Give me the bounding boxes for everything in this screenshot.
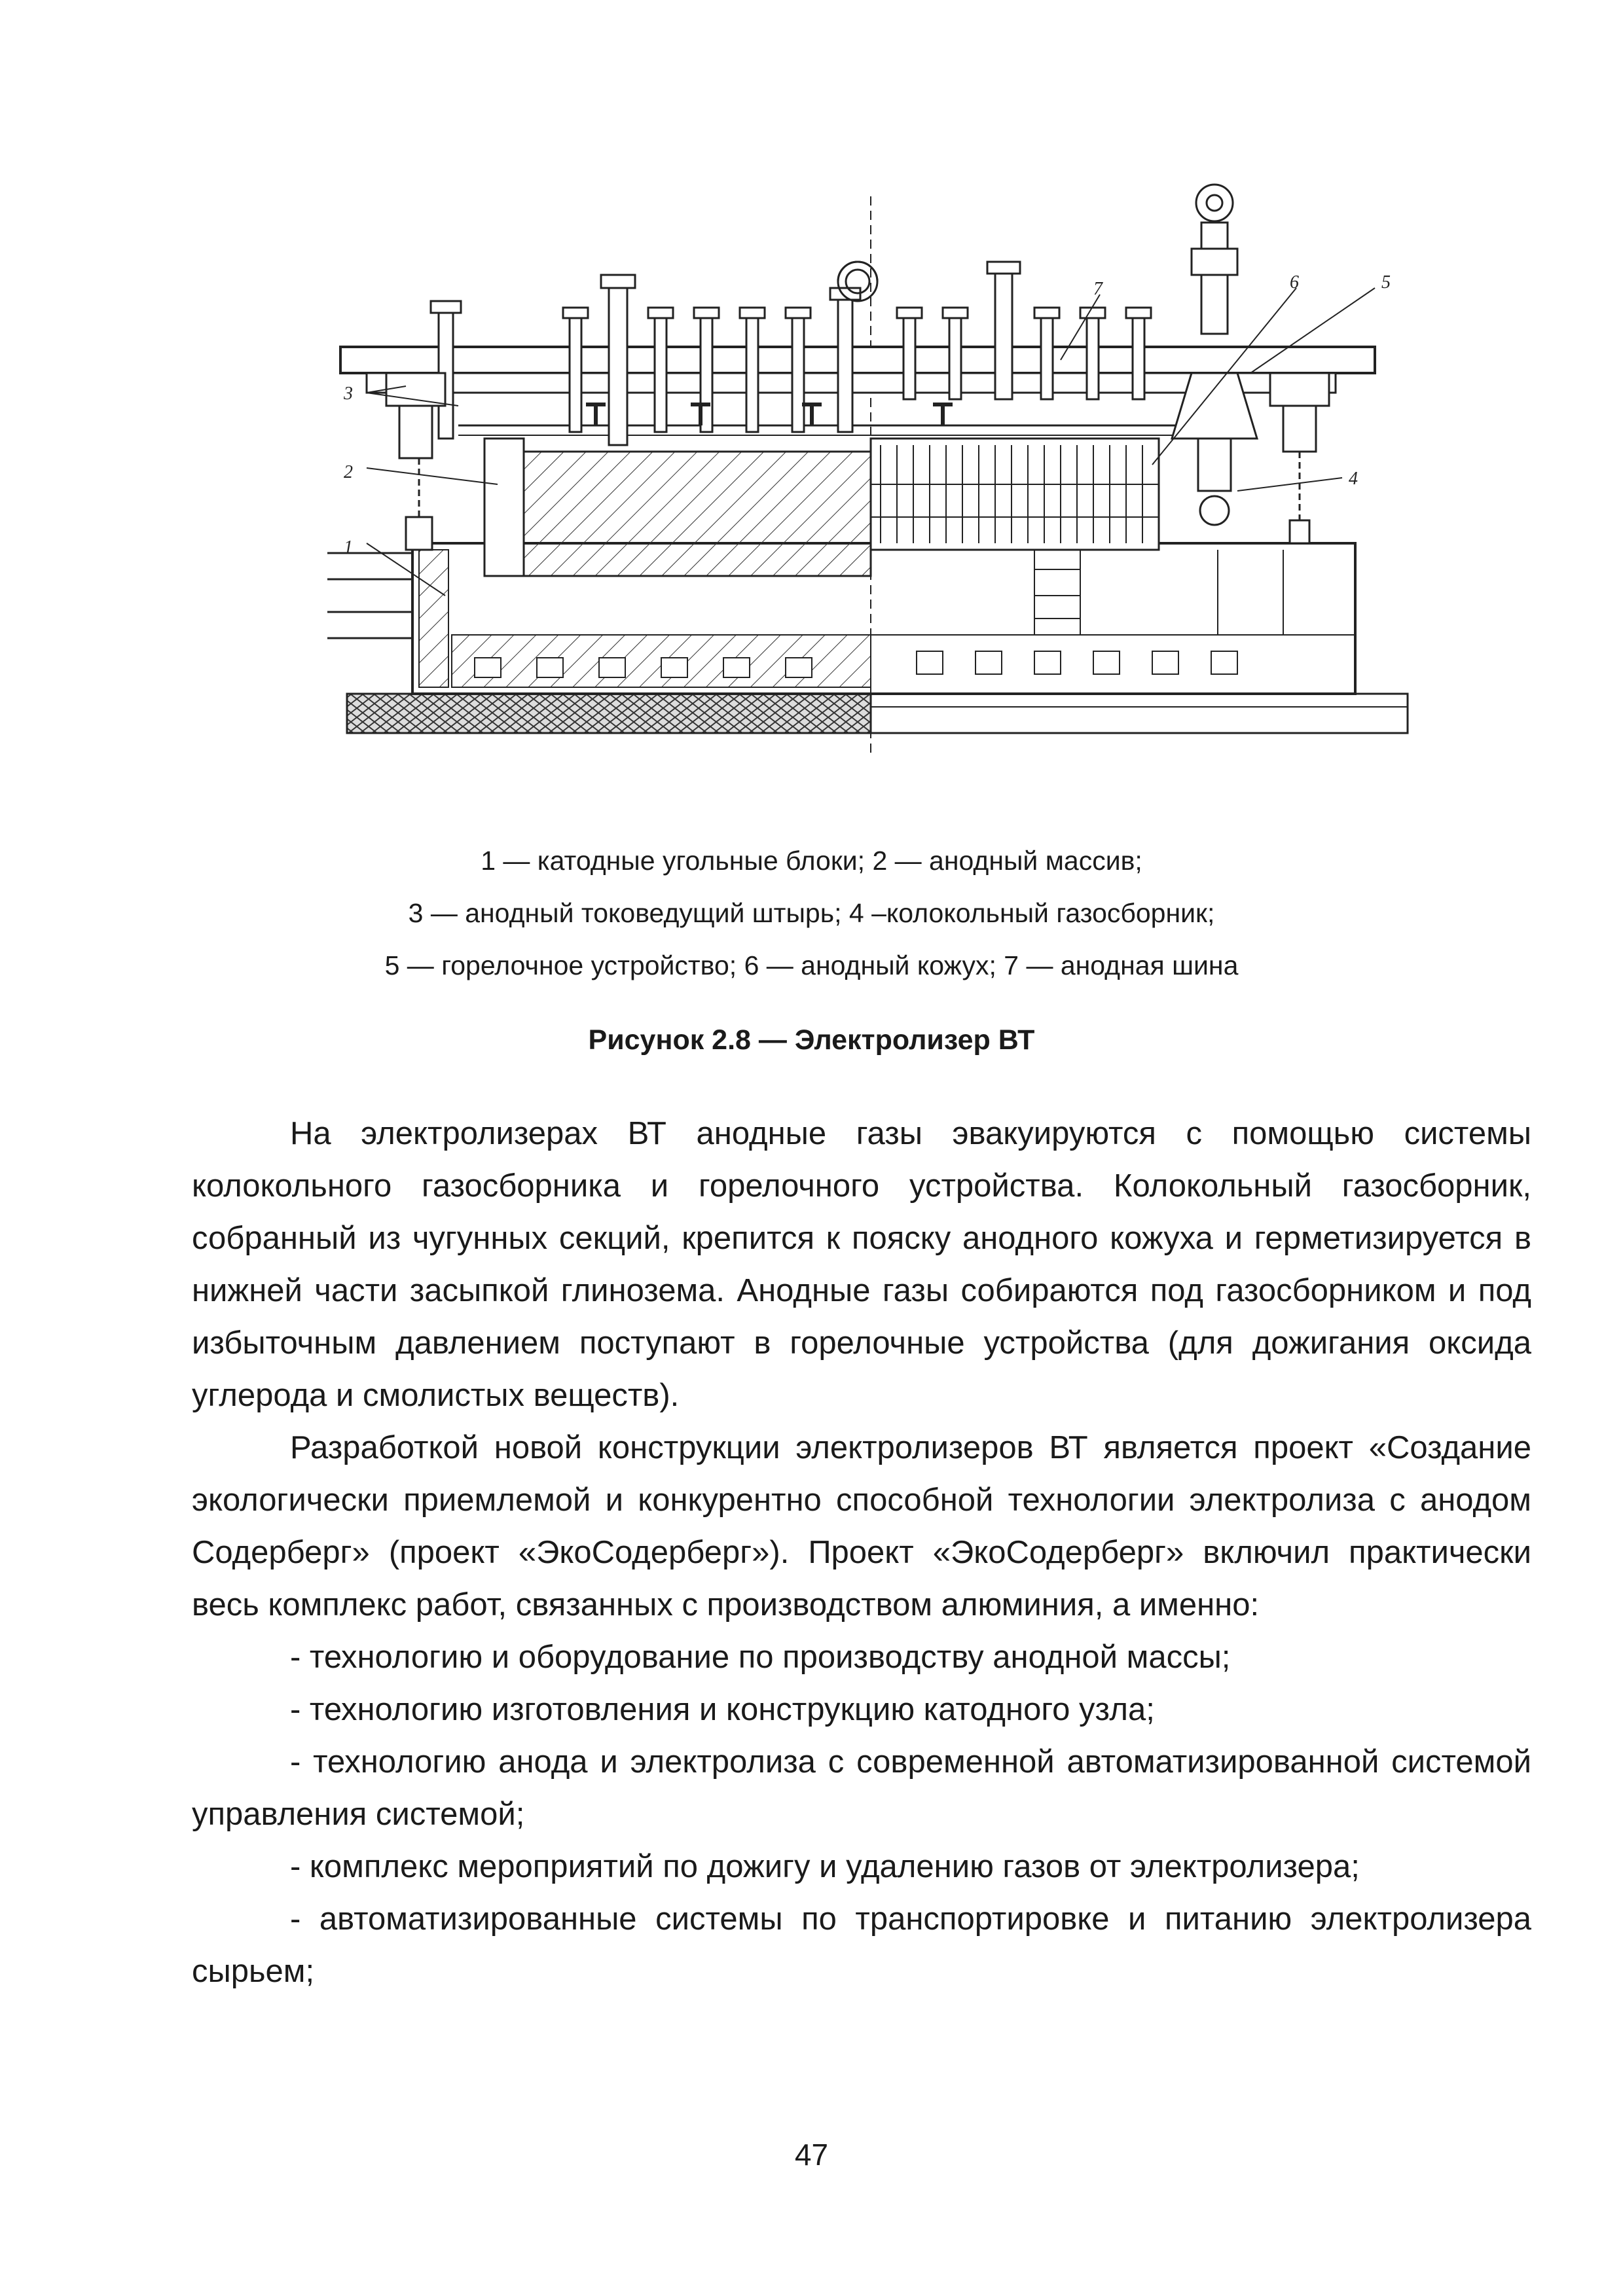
figure-legend-line-2: 3 — анодный токоведущий штырь; 4 –колокольный газосборник; [408,898,1215,928]
electrolyzer-drawing [327,177,1427,766]
callout-6: 6 [1290,272,1299,293]
page-number: 47 [794,2138,829,2172]
callout-4: 4 [1349,469,1358,489]
list-item-5: - автоматизированные системы по транспортировке и питанию электролизера сырьем; [192,1901,1531,1989]
figure-caption: Рисунок 2.8 — Электролизер ВТ [588,1024,1035,1056]
callout-1: 1 [344,537,353,558]
list-item-3: - технологию анода и электролиза с современной автоматизированной системой управления системой; [192,1744,1531,1832]
figure-legend-line-3: 5 — горелочное устройство; 6 — анодный кожух; 7 — анодная шина [384,950,1239,980]
paragraph-2: Разработкой новой конструкции электролизеров ВТ является проект «Создание экологически приемлемой и конкурентно способной технологии электролиза с анодом Содерберг» (проект «ЭкоСодерберг»). Проект «ЭкоСодерберг» включил практически весь комплекс работ, связанных с производством алюминия, а именно: [192,1430,1531,1623]
callout-7: 7 [1093,279,1103,299]
list-item-4: - комплекс мероприятий по дожигу и удалению газов от электролизера; [290,1849,1360,1884]
callout-5: 5 [1381,272,1391,293]
list-item-1: - технологию и оборудование по производству анодной массы; [290,1640,1231,1675]
figure-legend-line-1: 1 — катодные угольные блоки; 2 — анодный массив; [481,846,1142,876]
callout-2: 2 [344,462,353,482]
callout-3: 3 [344,384,353,404]
paragraph-1: На электролизерах ВТ анодные газы эвакуируются с помощью системы колокольного газосборника и горелочного устройства. Колокольный газосборник, собранный из чугунных секций, крепится к пояску анодного кожуха и герметизируется в нижней части засыпкой глинозема. Анодные газы собираются под газосборником и под избыточным давлением поступают в горелочные устройства (для дожигания оксида углерода и смолистых веществ). [192,1116,1531,1413]
list-item-2: - технологию изготовления и конструкцию катодного узла; [290,1692,1155,1727]
